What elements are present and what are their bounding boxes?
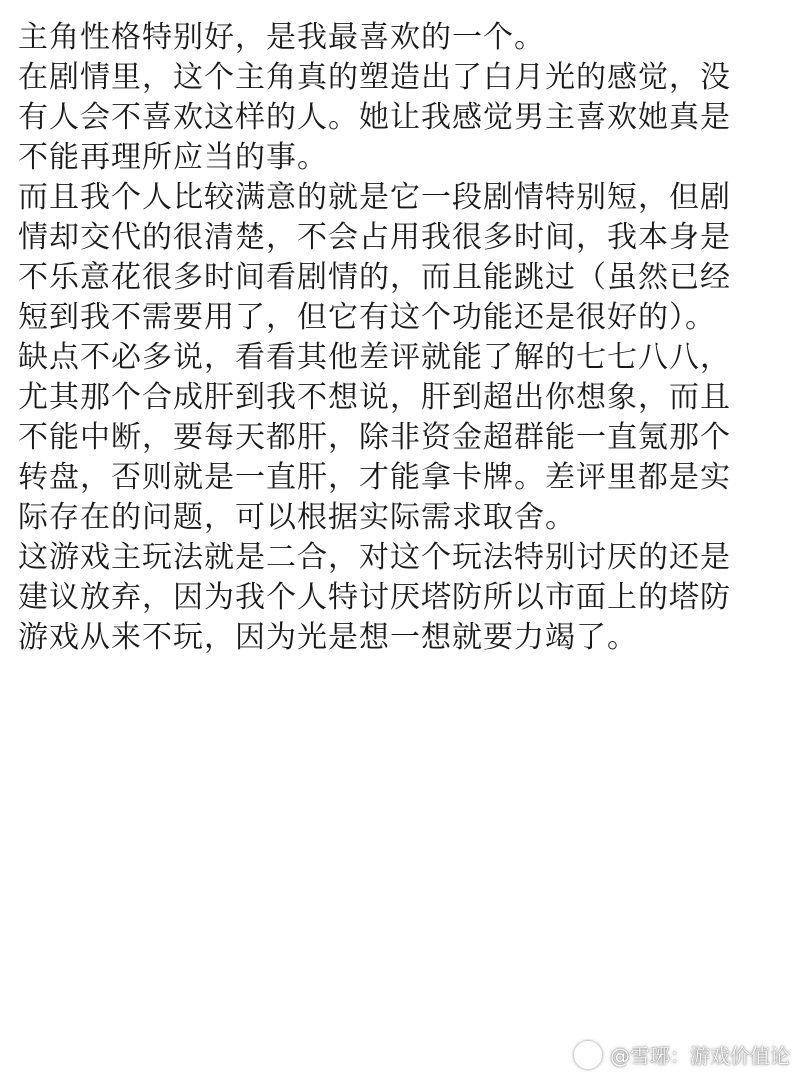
text-line-11: 不能中断，要每天都肝，除非资金超群能一直氪那个: [18, 420, 731, 455]
text-line-13: 际存在的问题，可以根据实际需求取舍。: [18, 500, 576, 535]
text-line-7: 不乐意花很多时间看剧情的，而且能跳过（虽然已经: [18, 260, 731, 295]
article-text: [18, 18, 796, 658]
text-line-15: 建议放弃，因为我个人特讨厌塔防所以市面上的塔防: [18, 580, 731, 615]
text-line-4: 不能再理所应当的事。: [18, 140, 328, 175]
platform-logo-icon: [574, 1041, 602, 1069]
text-line-16: 游戏从来不玩，因为光是想一想就要力竭了。: [18, 620, 638, 655]
text-line-14: 这游戏主玩法就是二合，对这个玩法特别讨厌的还是: [18, 540, 731, 575]
text-line-8: 短到我不需要用了，但它有这个功能还是很好的）。: [18, 300, 716, 335]
text-line-6: 情却交代的很清楚，不会占用我很多时间，我本身是: [18, 220, 731, 255]
watermark-text: @雪琊：游戏价值论: [610, 1044, 790, 1068]
text-line-5: 而且我个人比较满意的就是它一段剧情特别短，但剧: [18, 180, 731, 215]
text-line-2: 在剧情里，这个主角真的塑造出了白月光的感觉，没: [18, 60, 731, 95]
text-line-3: 有人会不喜欢这样的人。她让我感觉男主喜欢她真是: [18, 100, 731, 135]
text-line-12: 转盘，否则就是一直肝，才能拿卡牌。差评里都是实: [18, 460, 731, 495]
text-line-10: 尤其那个合成肝到我不想说，肝到超出你想象，而且: [18, 380, 731, 415]
text-line-9: 缺点不必多说，看看其他差评就能了解的七七八八，: [18, 340, 731, 375]
text-line-1: 主角性格特别好，是我最喜欢的一个。: [18, 20, 545, 55]
watermark: [574, 1040, 790, 1069]
